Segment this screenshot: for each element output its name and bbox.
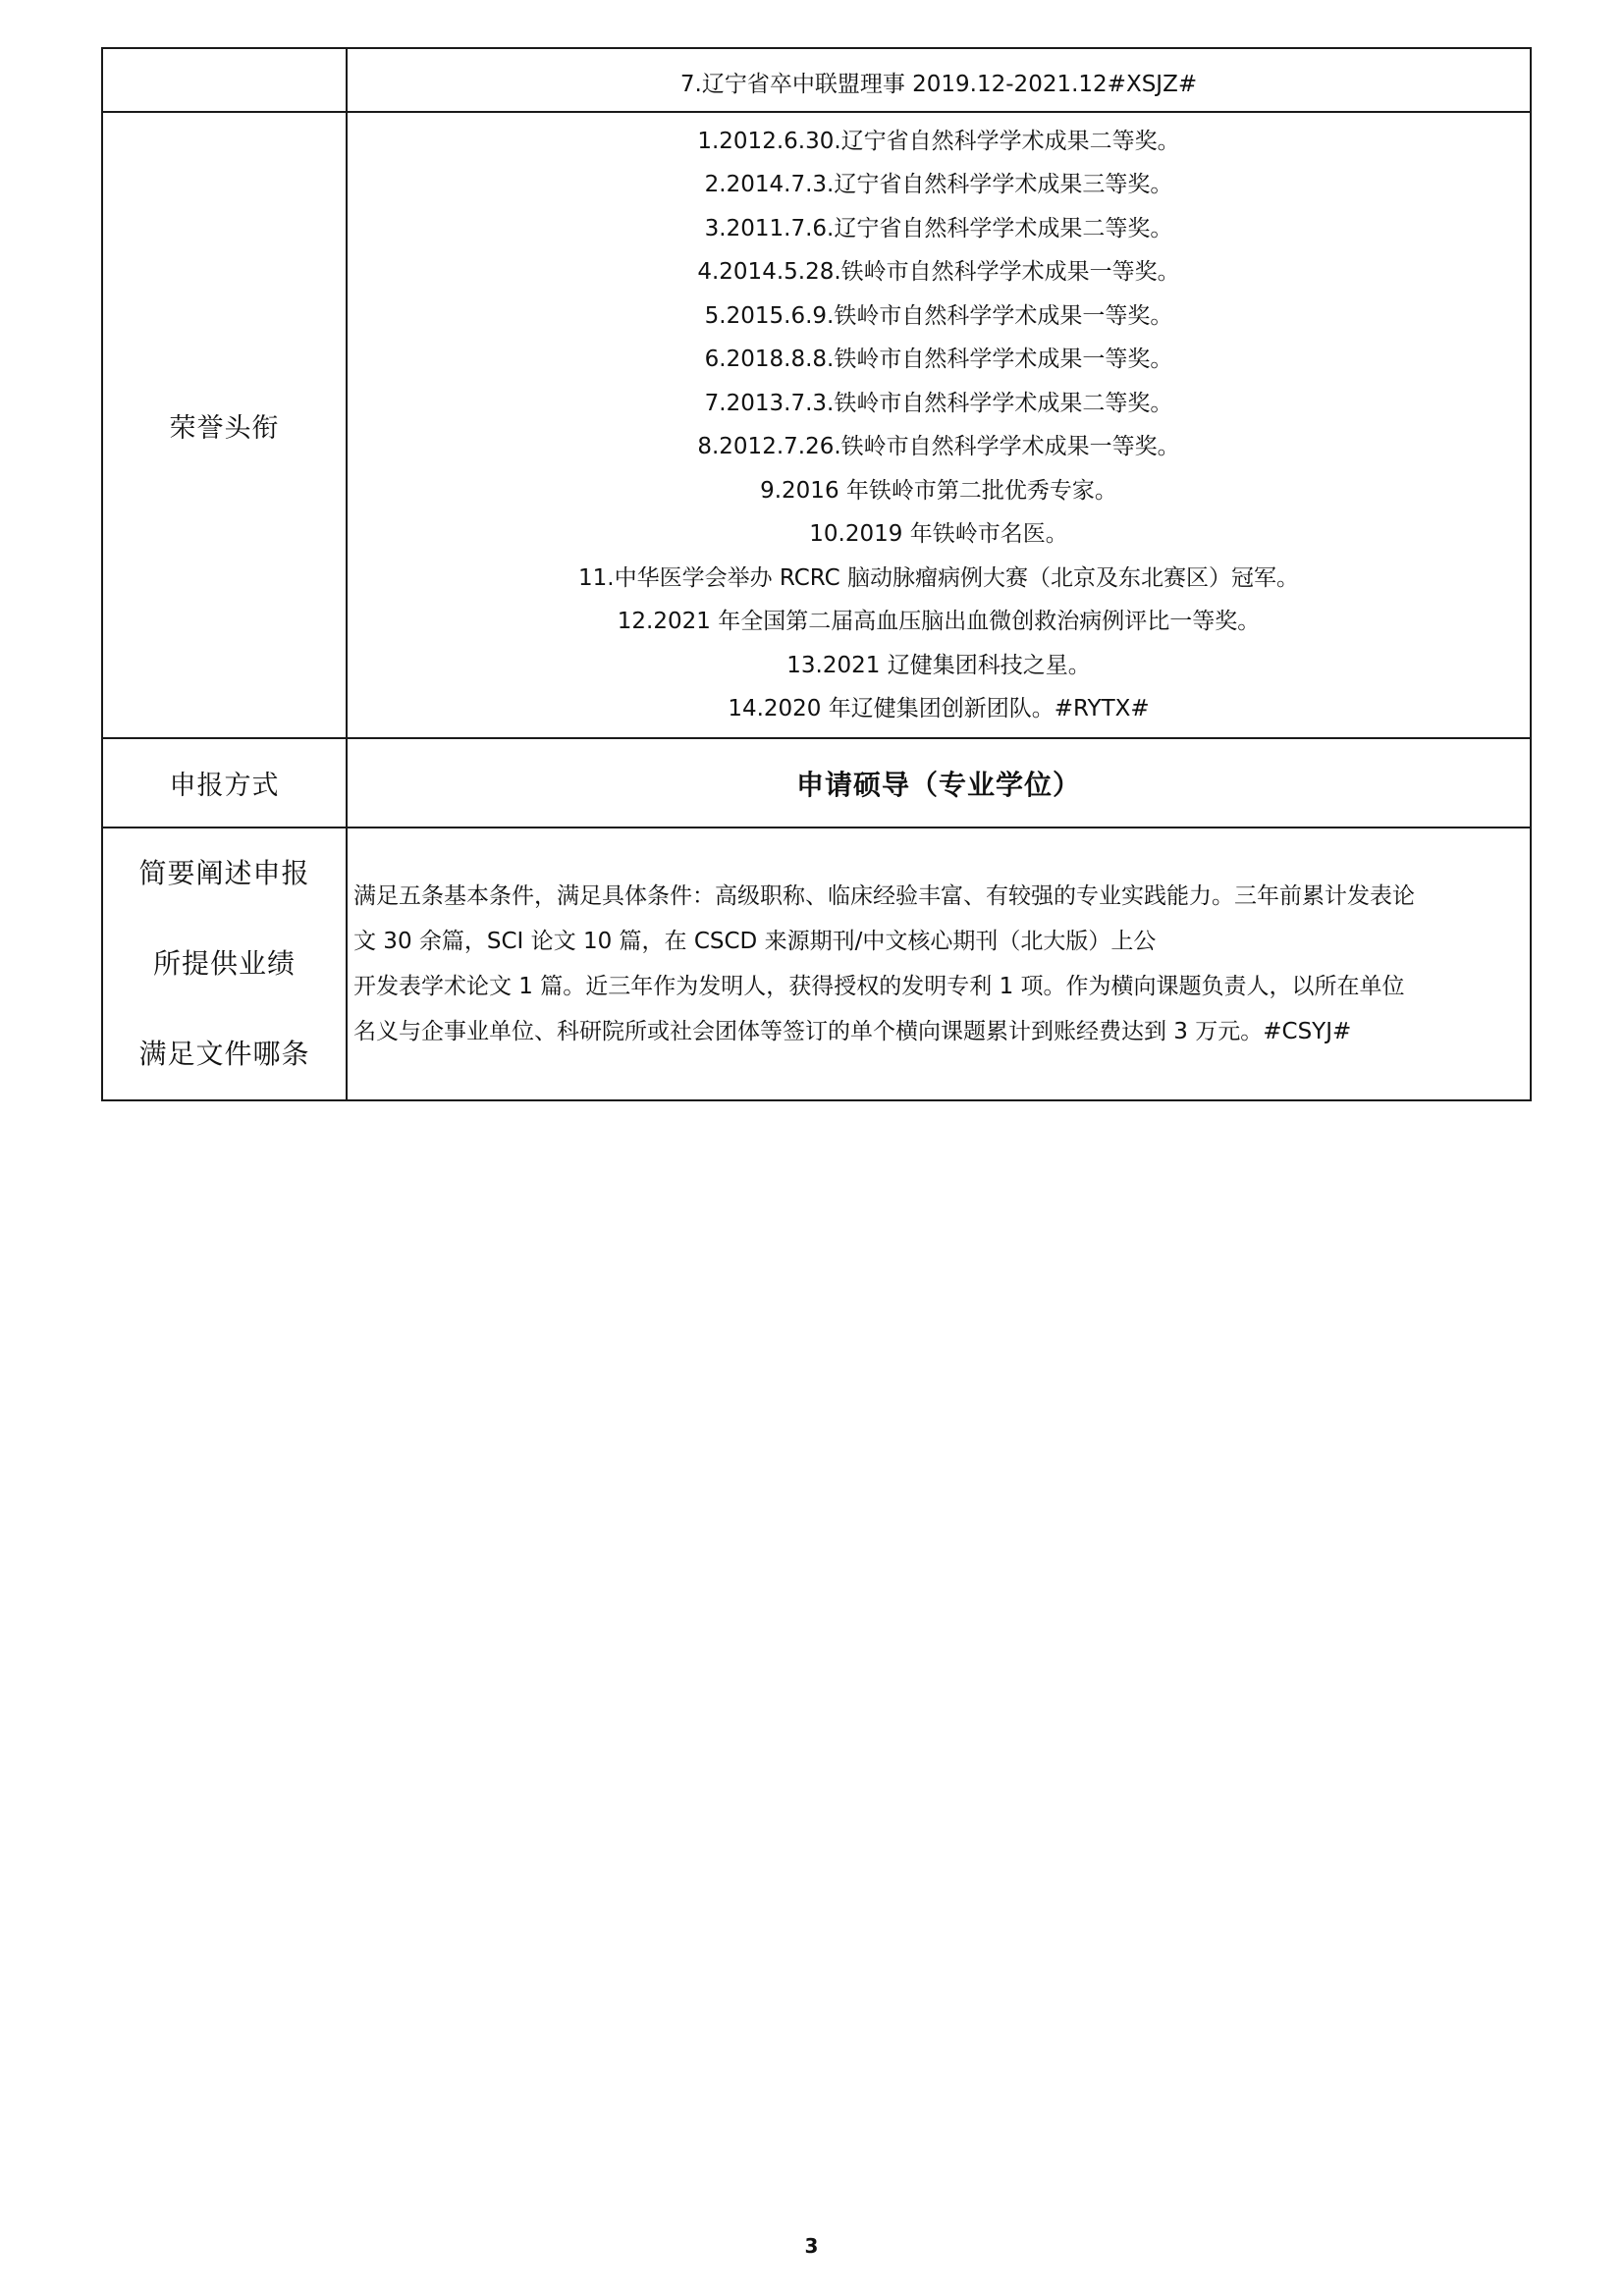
summary-label-line: 所提供业绩 bbox=[152, 947, 296, 980]
page-number: 3 bbox=[804, 2234, 819, 2258]
honor-item: 8.2012.7.26.铁岭市自然科学学术成果一等奖。 bbox=[697, 434, 1180, 459]
continued-item: 7.辽宁省卒中联盟理事 2019.12-2021.12#XSJZ# bbox=[679, 71, 1198, 97]
honor-item: 11.中华医学会举办 RCRC 脑动脉瘤病例大赛（北京及东北赛区）冠军。 bbox=[578, 564, 1299, 591]
honor-item: 6.2018.8.8.铁岭市自然科学学术成果一等奖。 bbox=[704, 347, 1173, 372]
summary-text-cell bbox=[347, 828, 1531, 1100]
continued-row bbox=[102, 48, 1531, 112]
summary-label-line: 满足文件哪条 bbox=[138, 1038, 310, 1070]
honor-item: 4.2014.5.28.铁岭市自然科学学术成果一等奖。 bbox=[697, 259, 1180, 285]
honor-item: 14.2020 年辽健集团创新团队。#RYTX# bbox=[728, 696, 1150, 721]
continued-label-cell bbox=[102, 48, 347, 112]
honor-item: 9.2016 年铁岭市第二批优秀专家。 bbox=[760, 477, 1117, 504]
honor-item: 10.2019 年铁岭市名医。 bbox=[809, 521, 1068, 547]
honor-item: 7.2013.7.3.铁岭市自然科学学术成果二等奖。 bbox=[704, 390, 1173, 416]
summary-label-line: 简要阐述申报 bbox=[138, 857, 310, 889]
summary-line: 文 30 余篇，SCI 论文 10 篇，在 CSCD 来源期刊/中文核心期刊（北大版）上公 bbox=[353, 929, 1157, 954]
honors-list bbox=[347, 112, 1531, 738]
method-value: 申请硕导（专业学位） bbox=[347, 738, 1531, 828]
honor-item: 5.2015.6.9.铁岭市自然科学学术成果一等奖。 bbox=[704, 302, 1173, 329]
honors-row bbox=[102, 112, 1531, 738]
honor-item: 1.2012.6.30.辽宁省自然科学学术成果二等奖。 bbox=[697, 128, 1180, 154]
honor-item: 2.2014.7.3.辽宁省自然科学学术成果三等奖。 bbox=[704, 172, 1173, 197]
method-label: 申报方式 bbox=[102, 738, 347, 828]
summary-line: 开发表学术论文 1 篇。近三年作为发明人，获得授权的发明专利 1 项。作为横向课题负责人，以所在单位 bbox=[353, 974, 1405, 999]
honors-label: 荣誉头衔 bbox=[102, 112, 347, 738]
honor-item: 3.2011.7.6.辽宁省自然科学学术成果二等奖。 bbox=[704, 215, 1173, 241]
continued-content-cell bbox=[347, 48, 1531, 112]
honor-item: 12.2021 年全国第二届高血压脑出血微创救治病例评比一等奖。 bbox=[617, 609, 1261, 634]
summary-line: 满足五条基本条件，满足具体条件：高级职称、临床经验丰富、有较强的专业实践能力。三年前累计发表论 bbox=[353, 883, 1415, 909]
summary-label-cell bbox=[102, 828, 347, 1100]
method-row bbox=[102, 738, 1531, 828]
summary-line: 名义与企事业单位、科研院所或社会团体等签订的单个横向课题累计到账经费达到 3 万元。#CSYJ# bbox=[353, 1019, 1352, 1044]
application-form-table bbox=[101, 47, 1532, 1101]
honor-item: 13.2021 辽健集团科技之星。 bbox=[786, 652, 1091, 678]
summary-row bbox=[102, 828, 1531, 1100]
